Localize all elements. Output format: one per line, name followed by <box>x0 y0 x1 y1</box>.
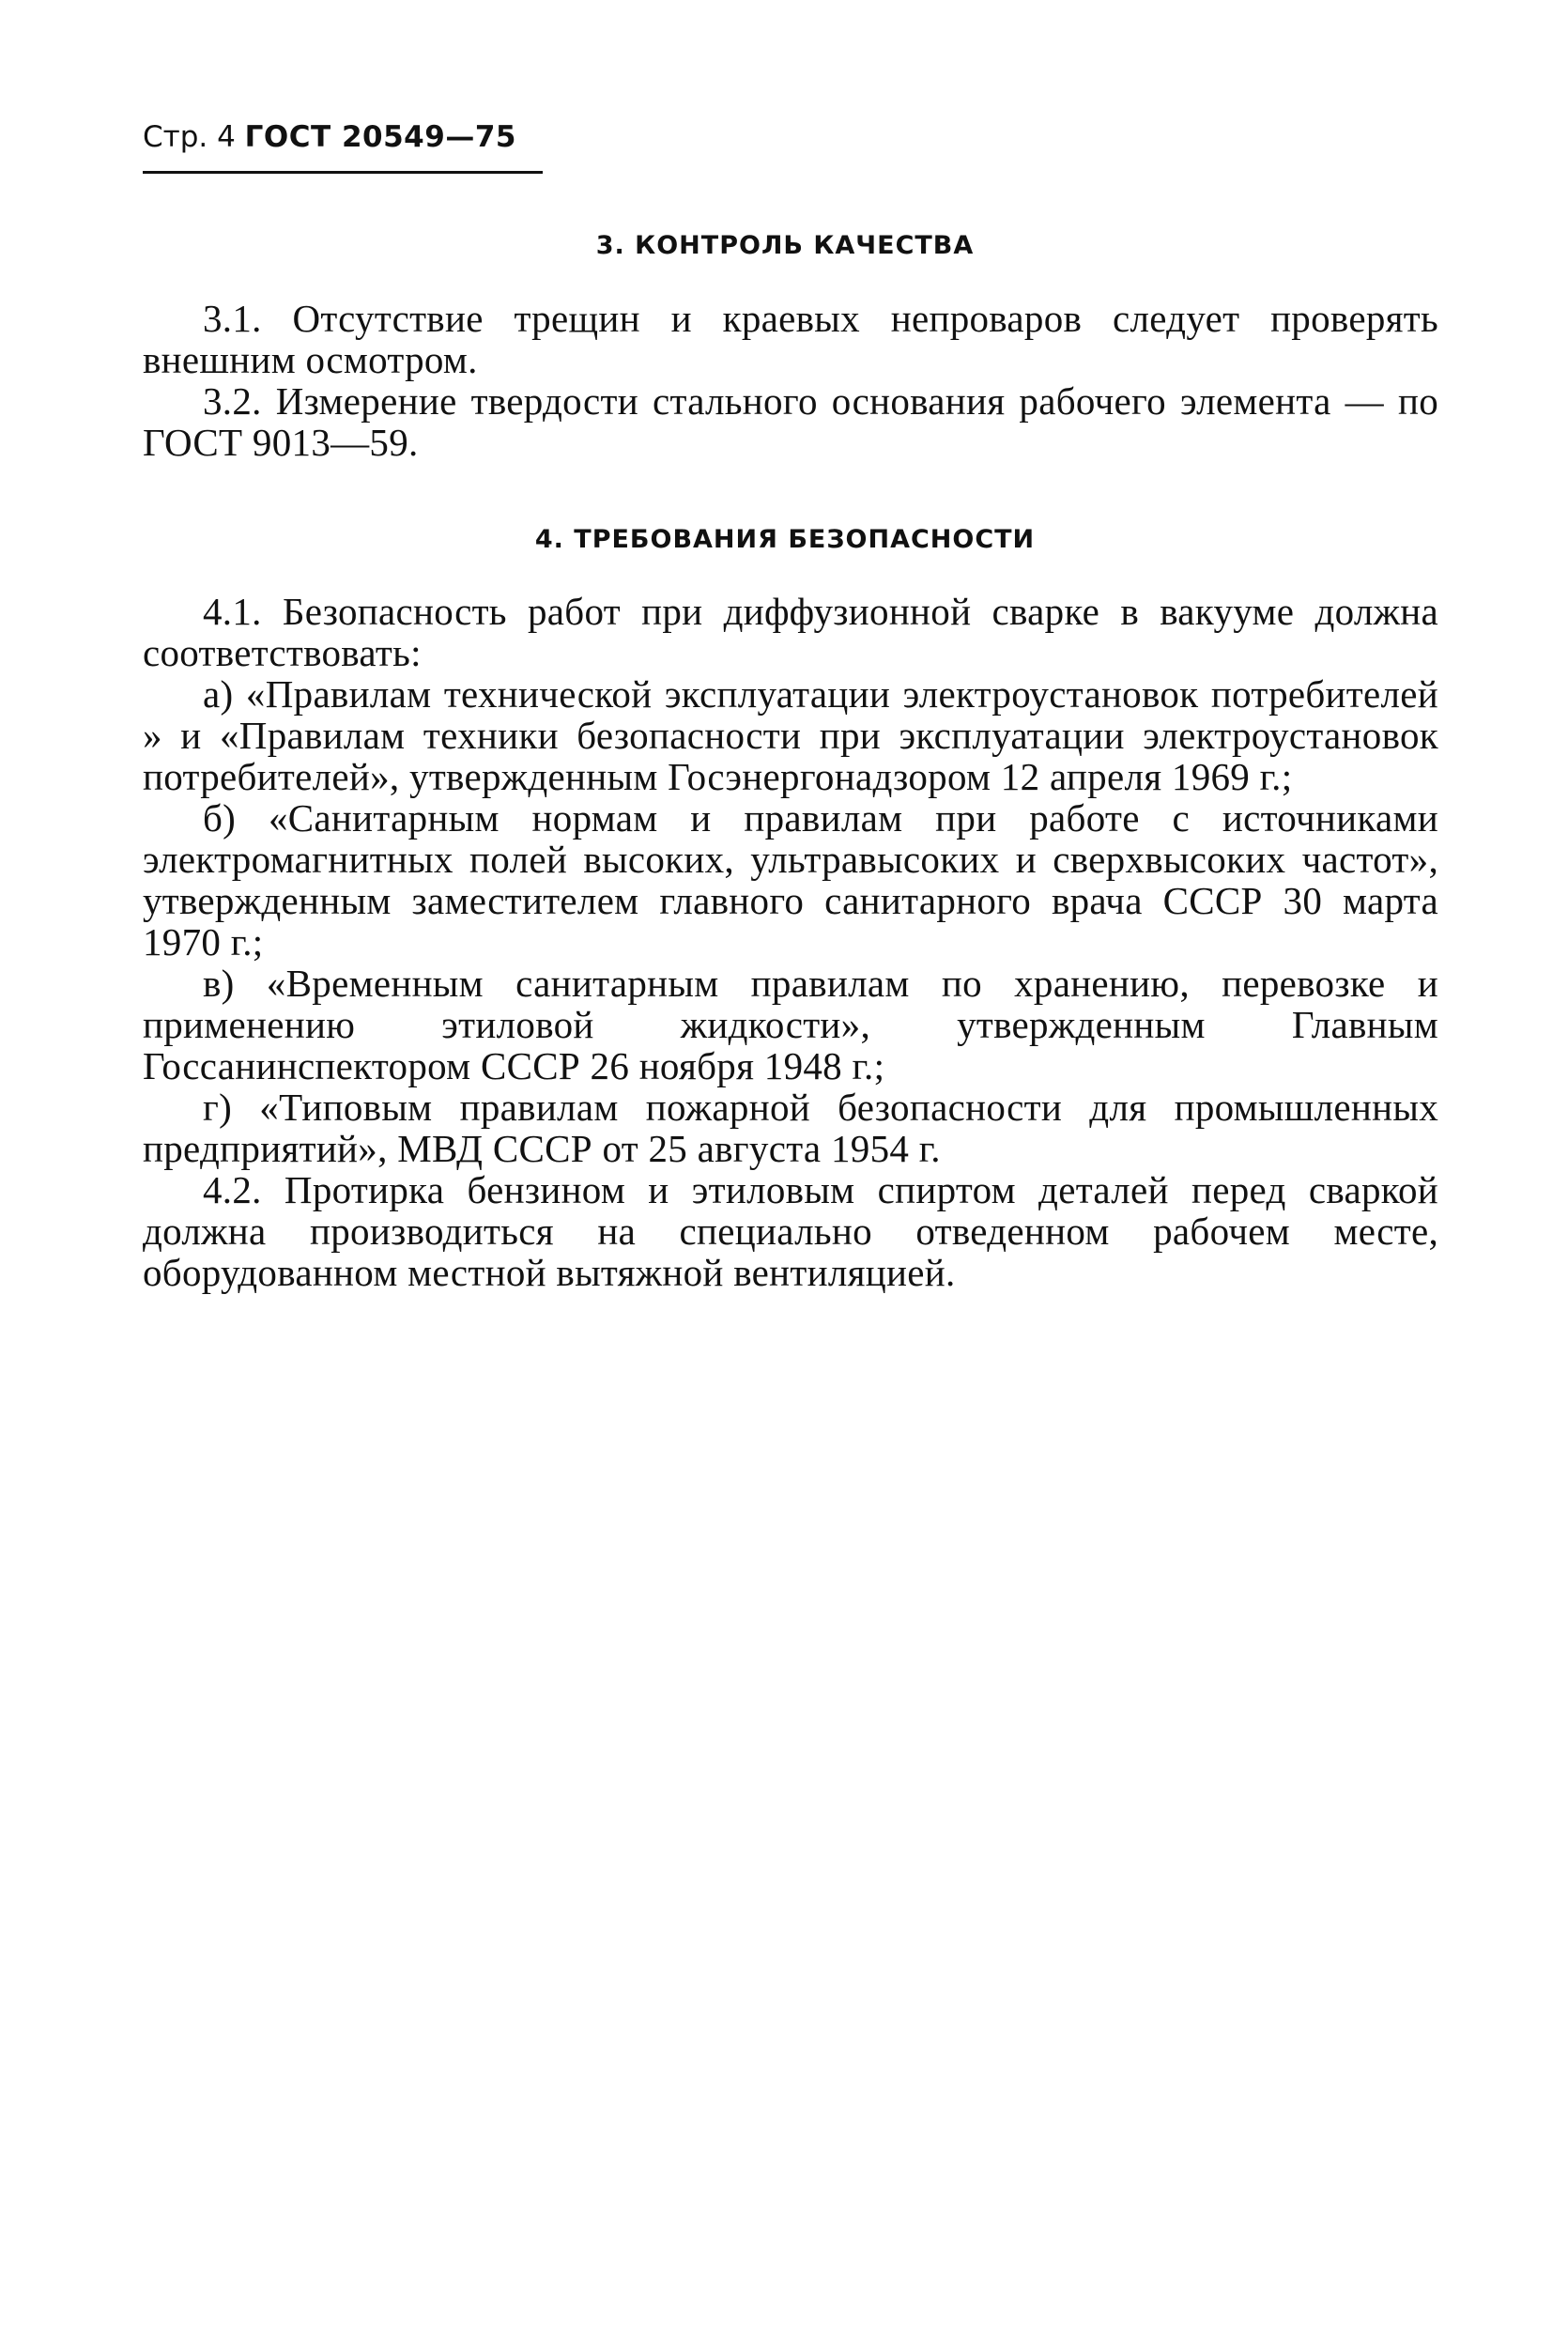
paragraph-4-1: 4.1. Безопасность работ при диффузионной сварке в вакууме должна соответствовать: <box>143 590 1438 674</box>
section-4-title: 4. ТРЕБОВАНИЯ БЕЗОПАСНОСТИ <box>534 525 1036 554</box>
paragraph-3-1: 3.1. Отсутствие трещин и краевых непроваров следует проверять внешним осмотром. <box>143 297 1438 381</box>
section-4-body <box>143 591 1438 1293</box>
section-3-title: 3. КОНТРОЛЬ КАЧЕСТВА <box>595 231 975 260</box>
paragraph-4-1-a: а) «Правилам технической эксплуатации электроустановок потребителей » и «Правилам техники безопасности при эксплуатации электроустановок потребителей», утвержденным Госэнергонадзором 12 апреля 1969 г.; <box>143 672 1438 798</box>
section-3-body <box>143 298 1438 463</box>
paragraph-4-1-b: б) «Санитарным нормам и правилам при работе с источниками электромагнитных полей высоких, ультравысоких и сверхвысоких частот», утвержденным заместителем главного санитарного врача СССР 30 марта 1970 г.; <box>143 796 1438 963</box>
page-number: Стр. 4 <box>143 120 236 154</box>
page-header <box>143 118 543 174</box>
paragraph-3-2: 3.2. Измерение твердости стального основания рабочего элемента — по ГОСТ 9013—59. <box>143 379 1438 464</box>
paragraph-4-1-v: в) «Временным санитарным правилам по хранению, перевозке и применению этиловой жидкости», утвержденным Главным Госсанинспектором СССР 26 ноября 1948 г.; <box>143 962 1438 1087</box>
paragraph-4-1-g: г) «Типовым правилам пожарной безопасности для промышленных предприятий», МВД СССР от 25 августа 1954 г. <box>143 1086 1438 1170</box>
standard-number: ГОСТ 20549—75 <box>244 120 516 154</box>
paragraph-4-2: 4.2. Протирка бензином и этиловым спиртом деталей перед сваркой должна производиться на специально отведенном рабочем месте, оборудованном местной вытяжной вентиляцией. <box>143 1168 1438 1294</box>
